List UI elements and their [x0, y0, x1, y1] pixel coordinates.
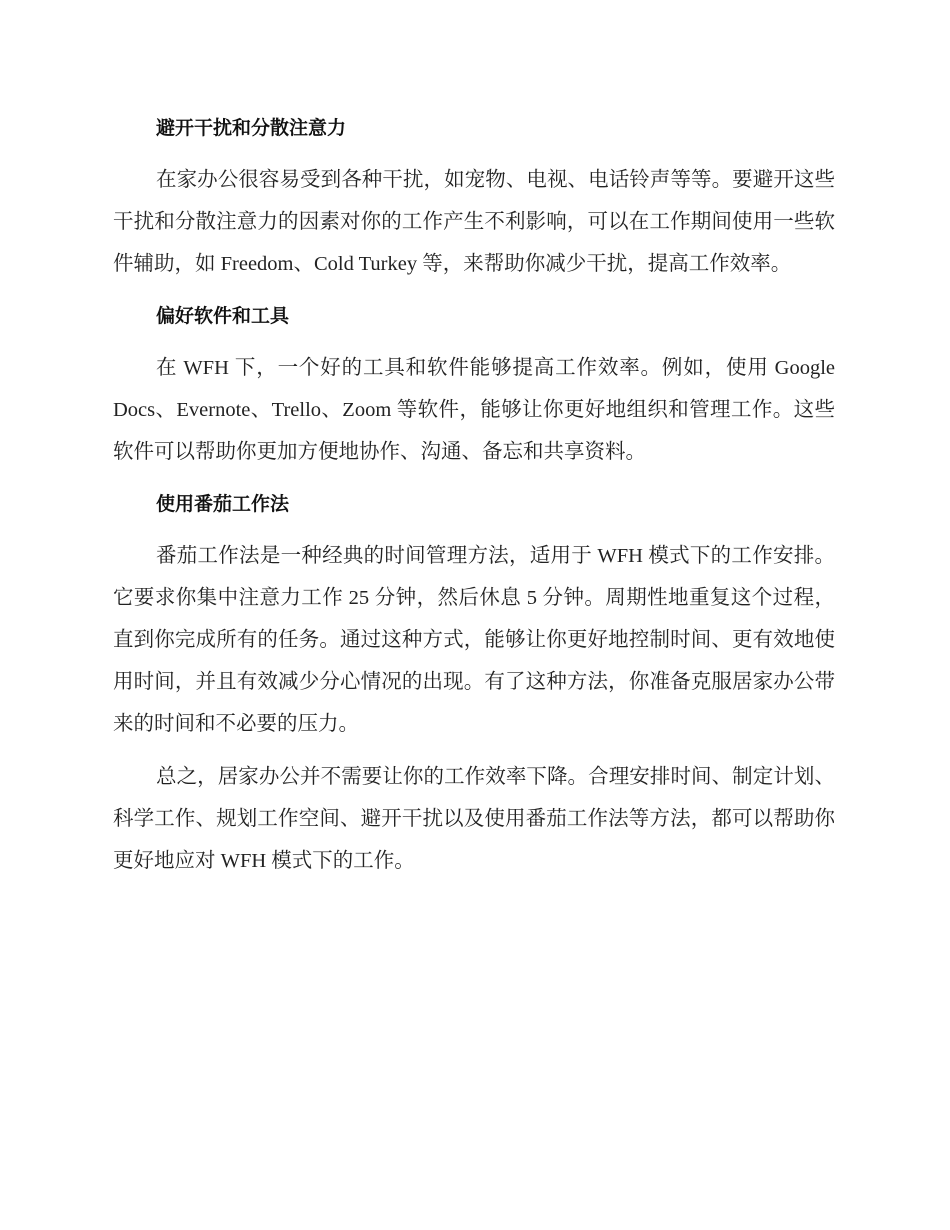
section-heading-pomodoro: 使用番茄工作法 [156, 493, 290, 515]
section-body-tools: 在 WFH 下，一个好的工具和软件能够提高工作效率。例如，使用 Google Docs、Evernote、Trello、Zoom 等软件，能够让你更好地组织和管理工作。这些软件可以帮助你更加方便地协作、沟通、备忘和共享资料。 [113, 357, 835, 463]
section-body-distractions: 在家办公很容易受到各种干扰，如宠物、电视、电话铃声等等。要避开这些干扰和分散注意力的因素对你的工作产生不利影响，可以在工作期间使用一些软件辅助，如 Freedom、Cold Turkey 等，来帮助你减少干扰，提高工作效率。 [113, 169, 835, 275]
section-heading-distractions: 避开干扰和分散注意力 [156, 117, 347, 139]
section-body-pomodoro: 番茄工作法是一种经典的时间管理方法，适用于 WFH 模式下的工作安排。它要求你集中注意力工作 25 分钟，然后休息 5 分钟。周期性地重复这个过程，直到你完成所有的任务。通过这种方式，能够让你更好地控制时间、更有效地使用时间，并且有效减少分心情况的出现。有了这种方法，你准备克服居家办公带来的时间和不必要的压力。 [113, 545, 835, 735]
conclusion-paragraph: 总之，居家办公并不需要让你的工作效率下降。合理安排时间、制定计划、科学工作、规划工作空间、避开干扰以及使用番茄工作法等方法，都可以帮助你更好地应对 WFH 模式下的工作。 [113, 766, 835, 872]
document-body [113, 108, 835, 893]
section-heading-tools: 偏好软件和工具 [156, 305, 290, 327]
